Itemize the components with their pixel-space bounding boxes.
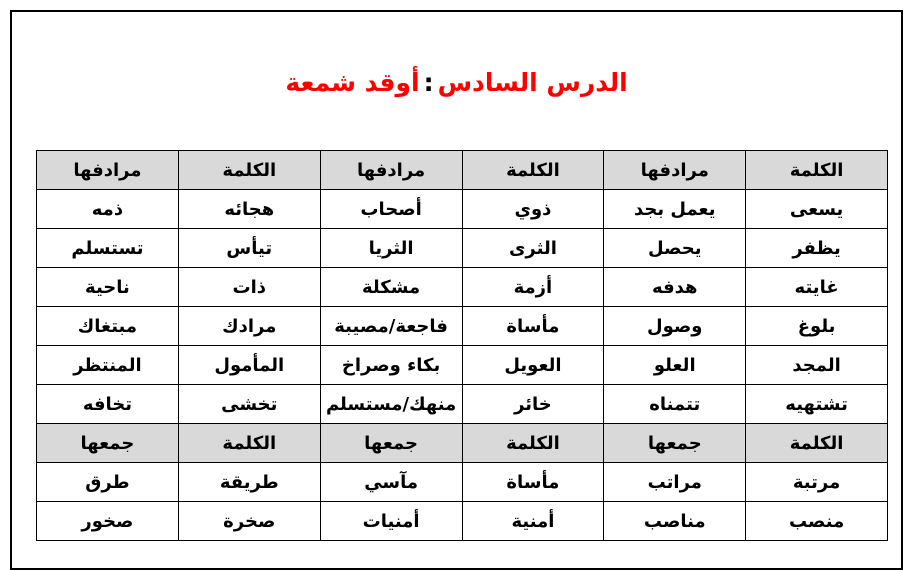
word-cell: هجائه [178,190,320,229]
word-cell: منصب [746,502,888,541]
word-cell: مرادك [178,307,320,346]
meaning-cell: مبتغاك [37,307,179,346]
plurals-header-row [37,424,888,463]
column-header: جمعها [604,424,746,463]
meaning-cell: تتمناه [604,385,746,424]
word-cell: يظفر [746,229,888,268]
table-row [37,385,888,424]
word-cell: غايته [746,268,888,307]
meaning-cell: طرق [37,463,179,502]
meaning-cell: وصول [604,307,746,346]
table-row [37,190,888,229]
meaning-cell: هدفه [604,268,746,307]
table-row [37,229,888,268]
meaning-cell: ذمه [37,190,179,229]
meaning-cell: أمنيات [320,502,462,541]
word-cell: تيأس [178,229,320,268]
column-header: مرادفها [320,151,462,190]
column-header: الكلمة [178,151,320,190]
meaning-cell: بكاء وصراخ [320,346,462,385]
meaning-cell: مآسي [320,463,462,502]
column-header: الكلمة [462,151,604,190]
word-cell: يسعى [746,190,888,229]
meaning-cell: منهك/مستسلم [320,385,462,424]
word-cell: مأساة [462,463,604,502]
meaning-cell: يحصل [604,229,746,268]
column-header: مرادفها [604,151,746,190]
column-header: الكلمة [462,424,604,463]
table-row [37,502,888,541]
word-cell: الثرى [462,229,604,268]
meaning-cell: العلو [604,346,746,385]
meaning-cell: يعمل بجد [604,190,746,229]
meaning-cell: فاجعة/مصيبة [320,307,462,346]
column-header: الكلمة [746,424,888,463]
word-cell: ذات [178,268,320,307]
word-cell: أمنية [462,502,604,541]
word-cell: تخشى [178,385,320,424]
word-cell: ذوي [462,190,604,229]
table-row [37,463,888,502]
word-cell: العويل [462,346,604,385]
table-row [37,268,888,307]
column-header: الكلمة [746,151,888,190]
meaning-cell: مشكلة [320,268,462,307]
meaning-cell: مراتب [604,463,746,502]
word-cell: المأمول [178,346,320,385]
lesson-name: أوقد شمعة [285,68,420,97]
meaning-cell: صخور [37,502,179,541]
table-row [37,346,888,385]
word-cell: المجد [746,346,888,385]
column-header: جمعها [37,424,179,463]
word-cell: طريقة [178,463,320,502]
table-row [37,307,888,346]
lesson-number: الدرس السادس [437,68,628,97]
meaning-cell: ناحية [37,268,179,307]
word-cell: أزمة [462,268,604,307]
meaning-cell: أصحاب [320,190,462,229]
meaning-cell: المنتظر [37,346,179,385]
column-header: مرادفها [37,151,179,190]
vocabulary-table [36,150,888,541]
meaning-cell: الثريا [320,229,462,268]
column-header: الكلمة [178,424,320,463]
synonyms-header-row [37,151,888,190]
column-header: جمعها [320,424,462,463]
word-cell: خائر [462,385,604,424]
meaning-cell: تخافه [37,385,179,424]
title-separator: : [423,68,434,97]
meaning-cell: مناصب [604,502,746,541]
word-cell: صخرة [178,502,320,541]
word-cell: مأساة [462,307,604,346]
word-cell: تشتهيه [746,385,888,424]
word-cell: مرتبة [746,463,888,502]
lesson-title [0,68,913,97]
meaning-cell: تستسلم [37,229,179,268]
word-cell: بلوغ [746,307,888,346]
